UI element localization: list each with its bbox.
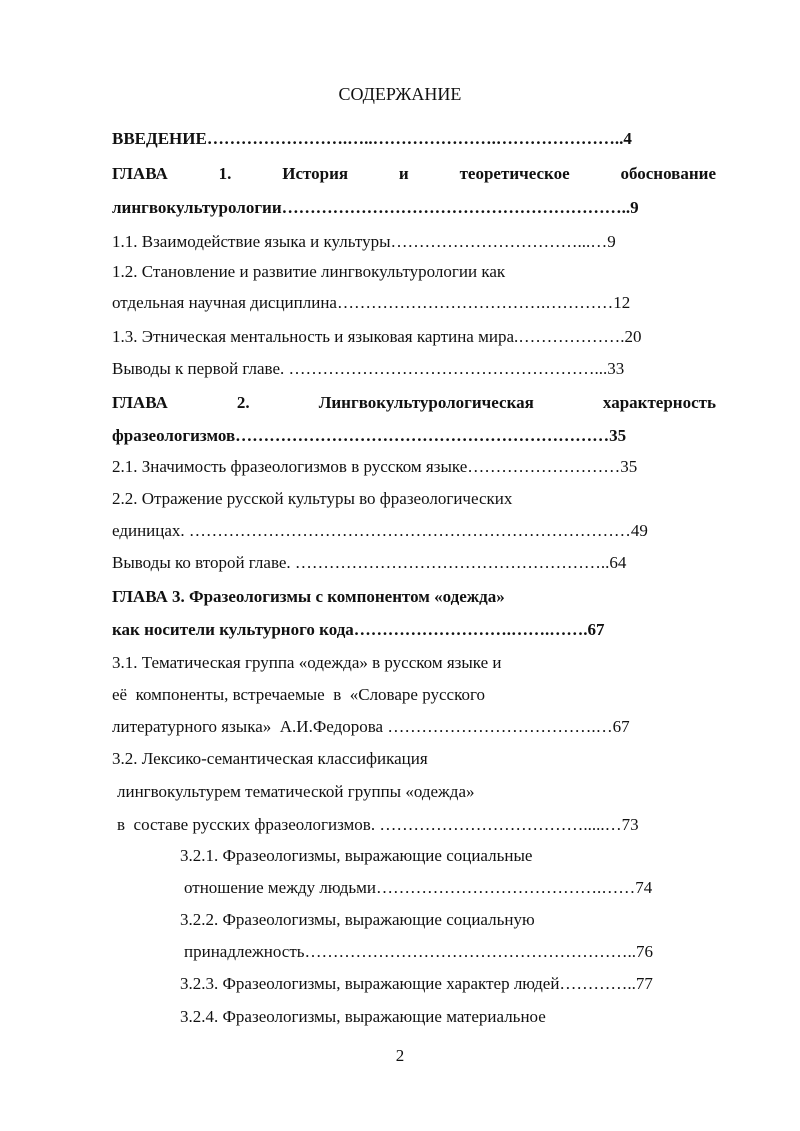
toc-entry-1-1 bbox=[0, 230, 800, 254]
toc-entry-3-2-4 bbox=[0, 1005, 800, 1029]
toc-entry-text: Выводы ко второй главе. ………………………………………………..64 bbox=[112, 553, 627, 572]
toc-entry-text: лингвокультурем тематической группы «одежда» bbox=[117, 782, 475, 801]
page-number: 2 bbox=[395, 1046, 405, 1065]
toc-entry-text: единицах. ……………………………………………………………………49 bbox=[112, 521, 648, 540]
toc-entry-text: 3.2.3. Фразеологизмы, выражающие характер людей…………..77 bbox=[180, 974, 653, 993]
word: ГЛАВА bbox=[112, 164, 168, 183]
toc-entry-text: 2.1. Значимость фразеологизмов в русском языке………………………35 bbox=[112, 457, 638, 476]
toc-entry-text: 3.1. Тематическая группа «одежда» в русском языке и bbox=[112, 653, 502, 672]
toc-entry-text: ВВЕДЕНИЕ…………………….…..………………….…………………..4 bbox=[112, 129, 632, 148]
toc-entry-2-2-continuation bbox=[0, 519, 800, 543]
toc-entry-3-2-continuation bbox=[0, 780, 800, 804]
toc-entry-2-2 bbox=[0, 487, 800, 511]
toc-entry-text: 3.2.2. Фразеологизмы, выражающие социальную bbox=[180, 910, 535, 929]
toc-entry-conclusions-1 bbox=[0, 357, 800, 381]
toc-entry-3-2-1-continuation bbox=[0, 876, 800, 900]
toc-heading: СОДЕРЖАНИЕ bbox=[338, 84, 462, 104]
toc-entry-text: литературного языка» А.И.Федорова ……………………………….…67 bbox=[112, 717, 630, 736]
toc-entry-text: лингвокультурологии……………………………………………………..9 bbox=[112, 198, 639, 217]
toc-entry-chapter-2-continuation bbox=[0, 424, 800, 448]
toc-entry-1-2-continuation bbox=[0, 291, 800, 315]
toc-entry-text: 3.2.4. Фразеологизмы, выражающие материальное bbox=[180, 1007, 546, 1026]
toc-entry-chapter-1 bbox=[0, 162, 800, 186]
toc-entry-text: 1.1. Взаимодействие языка и культуры……………………………...…9 bbox=[112, 232, 616, 251]
toc-entry-chapter-1-continuation bbox=[0, 196, 800, 220]
toc-entry-1-2 bbox=[0, 260, 800, 284]
toc-entry-text: 2.2. Отражение русской культуры во фразеологических bbox=[112, 489, 513, 508]
toc-entry-2-1 bbox=[0, 455, 800, 479]
toc-entry-text: отдельная научная дисциплина……………………………….…………12 bbox=[112, 293, 631, 312]
toc-entry-1-3 bbox=[0, 325, 800, 349]
toc-entry-introduction bbox=[0, 127, 800, 151]
toc-entry-3-1-continuation-2 bbox=[0, 715, 800, 739]
toc-entry-chapter-2 bbox=[0, 391, 800, 415]
toc-entry-text: 3.2.1. Фразеологизмы, выражающие социальные bbox=[180, 846, 533, 865]
toc-entry-text: 1.2. Становление и развитие лингвокультурологии как bbox=[112, 262, 506, 281]
word: теоретическое bbox=[459, 164, 570, 183]
word: ГЛАВА bbox=[112, 393, 168, 412]
toc-entry-3-1-continuation bbox=[0, 683, 800, 707]
toc-entry-text: ГЛАВА 3. Фразеологизмы с компонентом «одежда» bbox=[112, 587, 505, 606]
toc-entry-3-2-2-continuation bbox=[0, 940, 800, 964]
word: обоснование bbox=[620, 164, 716, 183]
toc-entry-text: её компоненты, встречаемые в «Словаре русского bbox=[112, 685, 486, 704]
toc-entry-3-2 bbox=[0, 747, 800, 771]
toc-entry-3-2-2 bbox=[0, 908, 800, 932]
toc-entry-chapter-3-continuation bbox=[0, 618, 800, 642]
toc-entry-3-1 bbox=[0, 651, 800, 675]
toc-entry-text: Выводы к первой главе. ………………………………………………...33 bbox=[112, 359, 625, 378]
word: и bbox=[398, 164, 409, 183]
word: История bbox=[282, 164, 349, 183]
toc-entry-conclusions-2 bbox=[0, 551, 800, 575]
toc-entry-text: в составе русских фразеологизмов. ……………………………….....…73 bbox=[117, 815, 639, 834]
word: характерность bbox=[602, 393, 716, 412]
toc-entry-text: отношение между людьми………………………………….……74 bbox=[184, 878, 653, 897]
toc-entry-3-2-3 bbox=[0, 972, 800, 996]
toc-entry-text: 3.2. Лексико-семантическая классификация bbox=[112, 749, 428, 768]
toc-entry-chapter-1-title bbox=[112, 162, 716, 186]
toc-entry-chapter-2-title bbox=[112, 391, 716, 415]
toc-entry-text: принадлежность…………………………………………………..76 bbox=[184, 942, 654, 961]
toc-entry-chapter-3 bbox=[0, 585, 800, 609]
toc-entry-3-2-1 bbox=[0, 844, 800, 868]
toc-entry-text: фразеологизмов…………………………………………………………35 bbox=[112, 426, 627, 445]
toc-entry-text: как носители культурного кода……………………….…….…….67 bbox=[112, 620, 605, 639]
word: 1. bbox=[218, 164, 232, 183]
word: 2. bbox=[236, 393, 250, 412]
word: Лингвокультурологическая bbox=[318, 393, 534, 412]
toc-entry-3-2-continuation-2 bbox=[0, 813, 800, 837]
toc-entry-text: 1.3. Этническая ментальность и языковая картина мира.……………….20 bbox=[112, 327, 642, 346]
